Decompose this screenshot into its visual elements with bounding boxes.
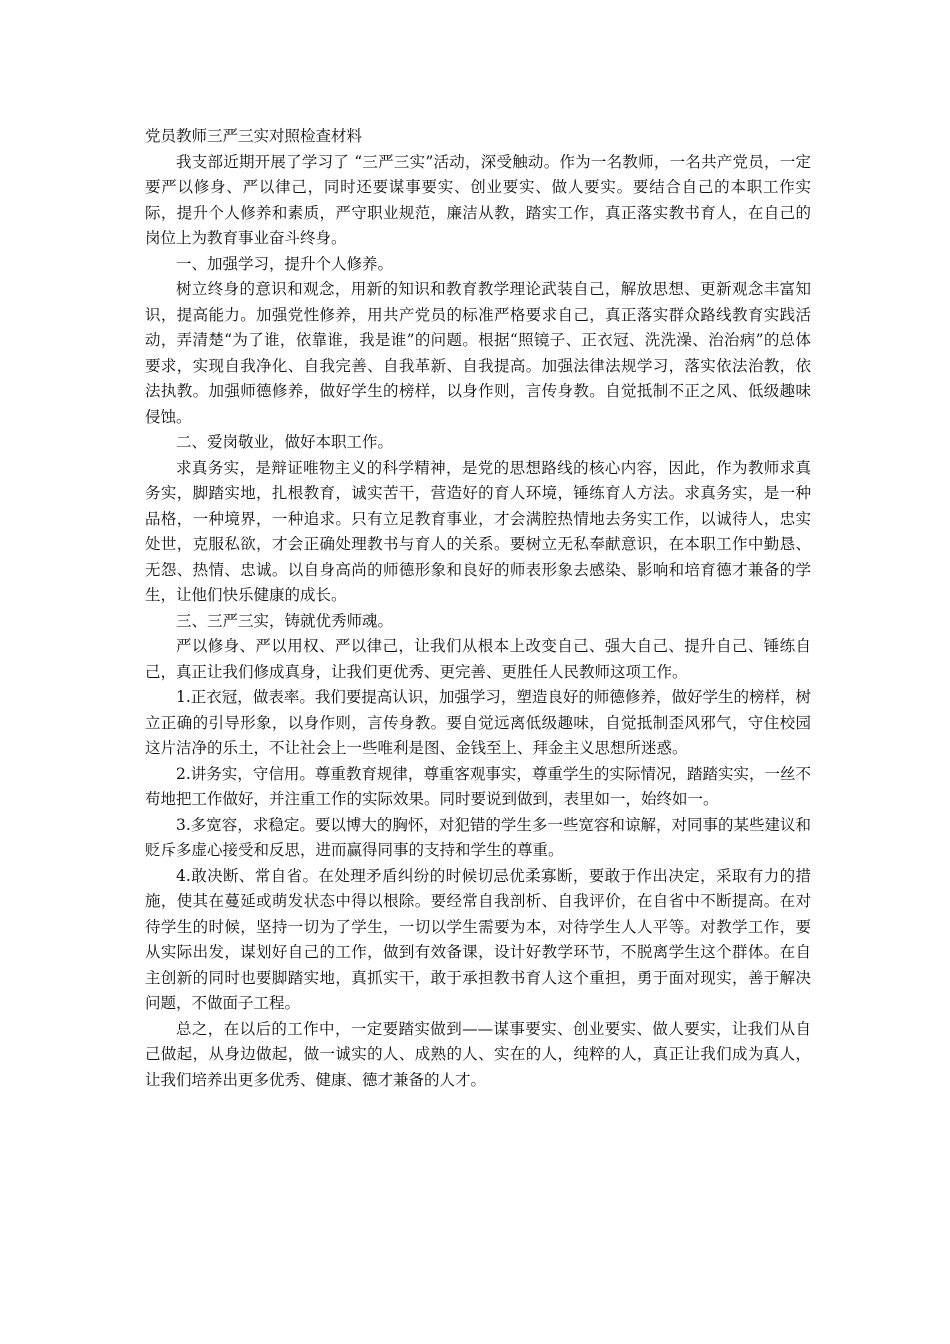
section-heading-1: 一、加强学习，提升个人修养。 <box>176 254 394 273</box>
list-item-1: 1.正衣冠，做表率。我们要提高认识，加强学习，塑造良好的师德修养，做好学生的榜样，树立正确的引导形象，以身作则，言传身教。要自觉远离低级趣味，自觉抵制歪风邪气，守住校园这片洁净的乐土，不让社会上一些唯利是图、金钱至上、拜金主义思想所迷惑。 <box>145 688 811 757</box>
list-item-4: 4.敢决断、常自省。在处理矛盾纠纷的时候切忌优柔寡断，要敢于作出决定，采取有力的措施，使其在蔓延或萌发状态中得以根除。要经常自我剖析、自我评价，在自省中不断提高。在对待学生的时候，坚持一切为了学生，一切以学生需要为本，对待学生人人平等。对教学工作，要从实际出发，谋划好自己的工作，做到有效备课，设计好教学环节，不脱离学生这个群体。在自主创新的同时也要脚踏实地，真抓实干，敢于承担教书育人这个重担，勇于面对现实，善于解决问题，不做面子工程。 <box>145 866 811 1012</box>
section-3-paragraph: 严以修身、严以用权、严以律己，让我们从根本上改变自己、强大自己、提升自己、锤练自己，真正让我们修成真身，让我们更优秀、更完善、更胜任人民教师这项工作。 <box>145 637 811 681</box>
document-title: 党员教师三严三实对照检查材料 <box>145 127 363 145</box>
section-1-paragraph: 树立终身的意识和观念，用新的知识和教育教学理论武装自己，解放思想、更新观念丰富知识，提高能力。加强党性修养，用共产党员的标准严格要求自己，真正落实群众路线教育实践活动，弄清楚“为了谁，依靠谁，我是谁”的问题。根据“照镜子、正衣冠、洗洗澡、治治病”的总体要求，实现自我净化、自我完善、自我革新、自我提高。加强法律法规学习，落实依法治教，依法执教。加强师德修养，做好学生的榜样，以身作则，言传身教。自觉抵制不正之风、低级趣味侵蚀。 <box>145 280 811 426</box>
section-2-paragraph: 求真务实，是辩证唯物主义的科学精神，是党的思想路线的核心内容，因此，作为教师求真务实，脚踏实地，扎根教育，诚实苦干，营造好的育人环境，锤练育人方法。求真务实，是一种品格，一种境界，一种追求。只有立足教育事业，才会满腔热情地去务实工作，以诚待人，忠实处世，克服私欲，才会正确处理教书与育人的关系。要树立无私奉献意识，在本职工作中勤恳、无怨、热情、忠诚。以自身高尚的师德形象和良好的师表形象去感染、影响和培育德才兼备的学生，让他们快乐健康的成长。 <box>145 458 811 604</box>
section-heading-3: 三、三严三实，铸就优秀师魂。 <box>176 611 394 630</box>
conclusion-paragraph: 总之，在以后的工作中，一定要踏实做到——谋事要实、创业要实、做人要实，让我们从自己做起，从身边做起，做一诚实的人、成熟的人、实在的人，纯粹的人，真正让我们成为真人，让我们培养出更多优秀、健康、德才兼备的人才。 <box>145 1019 811 1089</box>
section-heading-2: 二、爱岗敬业，做好本职工作。 <box>176 433 394 451</box>
document-body <box>145 124 811 1093</box>
list-item-2: 2.讲务实，守信用。尊重教育规律，尊重客观事实，尊重学生的实际情况，踏踏实实，一丝不苟地把工作做好，并注重工作的实际效果。同时要说到做到，表里如一，始终如一。 <box>145 764 811 808</box>
intro-paragraph: 我支部近期开展了学习了 “三严三实”活动，深受触动。作为一名教师，一名共产党员，一定要严以修身、严以律己，同时还要谋事要实、创业要实、做人要实。要结合自己的本职工作实际，提升个人修养和素质，严守职业规范，廉洁从教，踏实工作，真正落实教书育人，在自己的岗位上为教育事业奋斗终身。 <box>145 152 811 247</box>
list-item-3: 3.多宽容，求稳定。要以博大的胸怀，对犯错的学生多一些宽容和谅解，对同事的某些建议和贬斥多虚心接受和反思，进而赢得同事的支持和学生的尊重。 <box>145 815 811 859</box>
